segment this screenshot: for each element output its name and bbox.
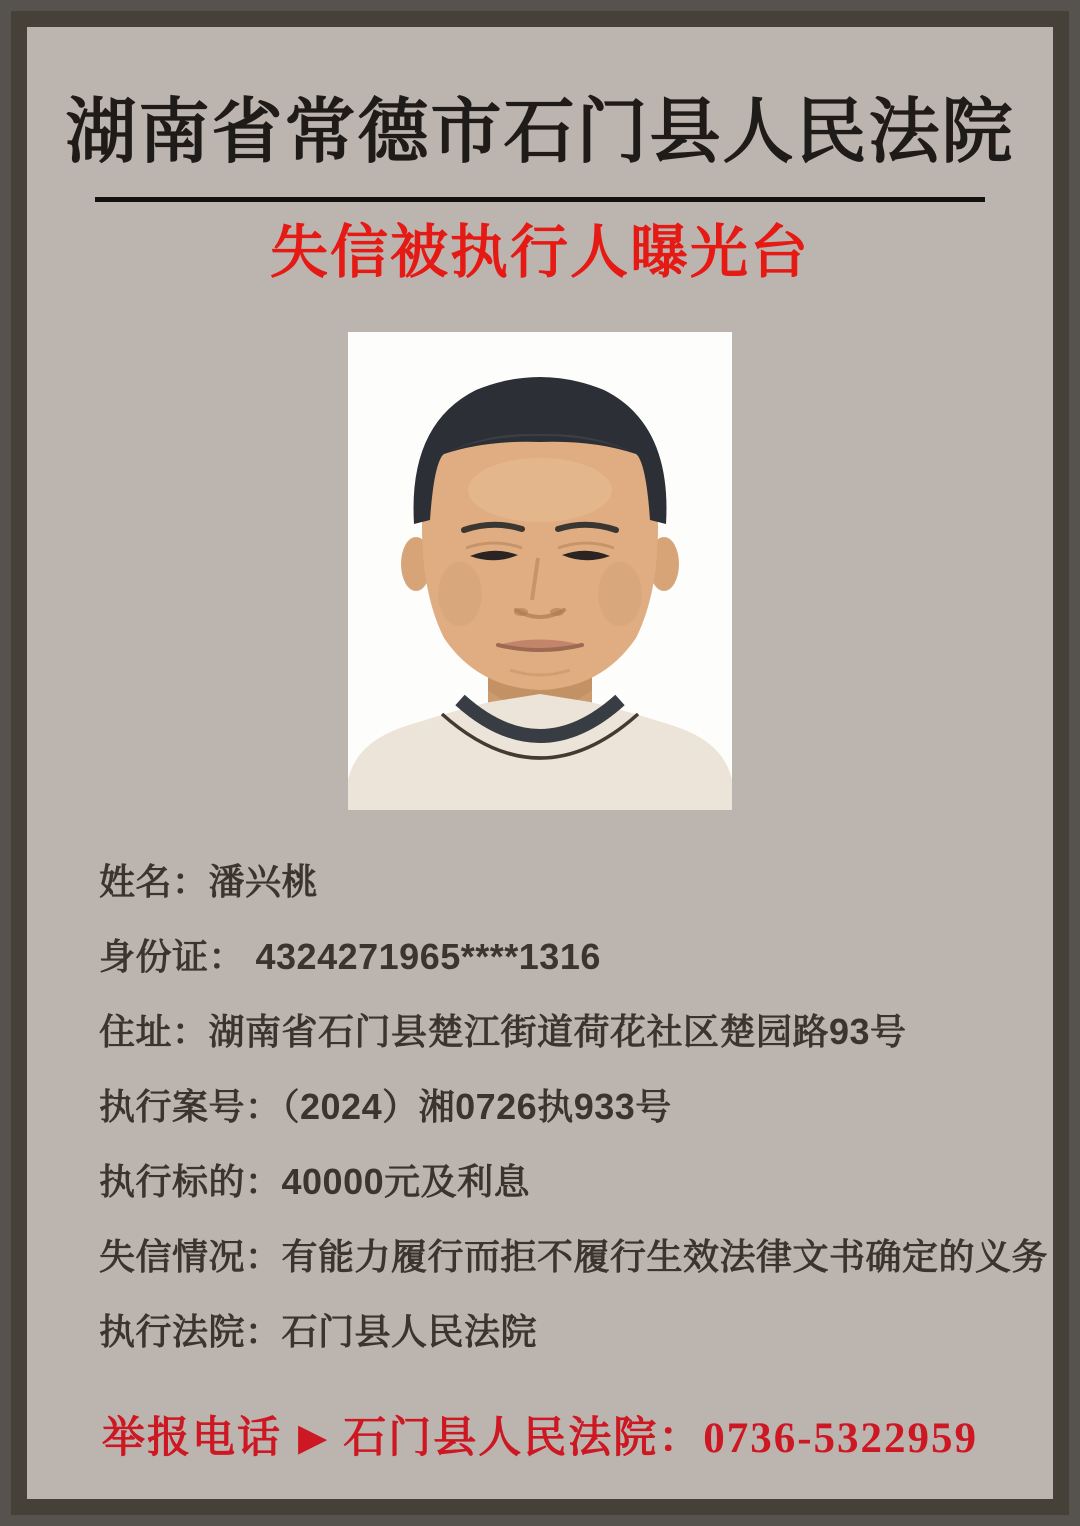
play-arrow-icon: ▶ [297,1415,330,1459]
info-value-dishonesty-status: 有能力履行而拒不履行生效法律文书确定的义务 [281,1236,1049,1277]
info-label-execution-target: 执行标的： [99,1161,282,1202]
info-label-address: 住址： [99,1011,209,1052]
debtor-info-list [99,861,1049,1388]
banner-title: 失信被执行人曝光台 [269,220,810,285]
info-row-execution-court [99,1313,1037,1350]
info-row-address [99,1013,1037,1050]
info-label-execution-court: 执行法院： [99,1311,282,1352]
info-row-case-number [99,1088,1037,1125]
info-row-name [99,863,1037,900]
hotline-number: 石门县人民法院：0736-5322959 [343,1415,979,1462]
info-value-execution-target: 40000元及利息 [281,1161,531,1202]
poster-content [27,27,1053,1499]
info-label-id-number: 身份证： [99,936,246,977]
info-value-id-number: 4324271965****1316 [245,936,601,977]
court-title: 湖南省常德市石门县人民法院 [65,93,1015,172]
title-divider [95,197,985,202]
info-label-case-number: 执行案号： [99,1086,282,1127]
portrait-photo [348,332,732,810]
hotline-prefix: 举报电话 [101,1415,282,1462]
info-value-case-number: （2024）湘0726执933号 [281,1086,672,1127]
info-value-address: 湖南省石门县楚江街道荷花社区楚园路93号 [208,1011,907,1052]
info-row-dishonesty-status [99,1236,1049,1277]
info-label-dishonesty-status: 失信情况： [99,1236,282,1277]
info-row-id-number [99,938,1037,975]
hotline [27,1412,1053,1464]
info-value-execution-court: 石门县人民法院 [281,1311,538,1352]
portrait-photo-image [348,332,732,810]
info-row-execution-target [99,1163,1037,1200]
info-value-name: 潘兴桃 [208,861,319,902]
info-label-name: 姓名： [99,861,209,902]
